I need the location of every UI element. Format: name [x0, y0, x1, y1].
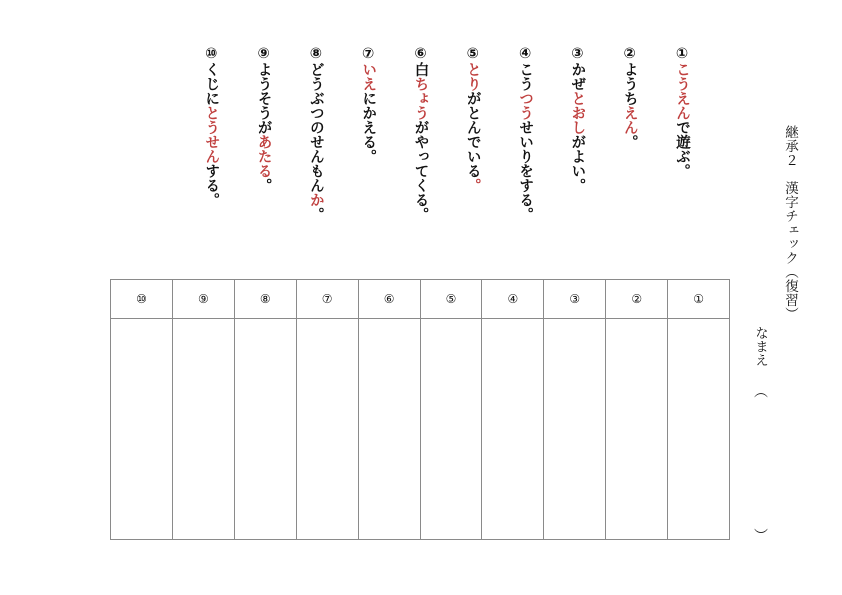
question-target-text: えん — [621, 105, 638, 135]
question-target-text: とおし — [569, 91, 586, 135]
question-text: ⑨ — [255, 46, 272, 62]
question-item — [200, 46, 218, 207]
answer-box[interactable] — [606, 319, 667, 539]
answer-box[interactable] — [235, 319, 296, 539]
question-text: ようち — [621, 62, 638, 106]
question-text: ⑧ — [307, 46, 324, 62]
question-text: する。 — [203, 163, 220, 207]
question-text: ⑥ — [412, 46, 429, 62]
answer-column-header: ⑩ — [111, 280, 172, 319]
question-text: がとんでいる — [464, 91, 481, 178]
answer-column — [297, 280, 359, 539]
question-target-text: ちょう — [412, 76, 429, 120]
question-text: かぜ — [569, 62, 586, 91]
answer-box[interactable] — [668, 319, 729, 539]
answer-column-header: ⑦ — [297, 280, 358, 319]
question-text: 。 — [621, 134, 638, 149]
answer-box[interactable] — [297, 319, 358, 539]
answer-column-header: ⑤ — [421, 280, 482, 319]
answer-box[interactable] — [421, 319, 482, 539]
answer-column — [111, 280, 173, 539]
question-item — [410, 46, 428, 222]
question-item — [305, 46, 323, 222]
page-title: 継承２ 漢字チェック（復習） — [782, 125, 798, 321]
question-target-text: とうせん — [203, 105, 220, 164]
question-text: がよい。 — [569, 134, 586, 193]
answer-box[interactable] — [544, 319, 605, 539]
question-item — [462, 46, 480, 193]
question-target-text: とり — [464, 62, 481, 91]
question-text: ⑦ — [360, 46, 377, 62]
question-text: ③ — [569, 46, 586, 62]
answer-box[interactable] — [173, 319, 234, 539]
answer-box[interactable] — [359, 319, 420, 539]
question-text: 。 — [307, 207, 324, 222]
answer-column-header: ⑧ — [235, 280, 296, 319]
question-text: どうぶつのせんもん — [307, 62, 324, 193]
question-text: ④ — [517, 46, 534, 62]
question-text: くじに — [203, 62, 220, 106]
answer-box[interactable] — [482, 319, 543, 539]
answer-column — [421, 280, 483, 539]
answer-column — [606, 280, 668, 539]
answer-column — [359, 280, 421, 539]
question-target-text: か — [307, 192, 324, 207]
question-text: 。 — [255, 178, 272, 193]
answer-column-header: ② — [606, 280, 667, 319]
question-item — [514, 46, 532, 222]
answer-box[interactable] — [111, 319, 172, 539]
answer-grid — [110, 279, 730, 540]
answer-column-header: ④ — [482, 280, 543, 319]
question-item — [671, 46, 689, 178]
question-target-text: あたる — [255, 134, 272, 178]
answer-column — [482, 280, 544, 539]
question-target-text: つう — [517, 91, 534, 120]
answer-column-header: ⑥ — [359, 280, 420, 319]
question-text: こう — [517, 62, 534, 91]
question-text: ② — [621, 46, 638, 62]
answer-column — [173, 280, 235, 539]
answer-column-header: ③ — [544, 280, 605, 319]
answer-column — [235, 280, 297, 539]
answer-column-header: ⑨ — [173, 280, 234, 319]
answer-column — [668, 280, 729, 539]
name-open-bracket: （ — [752, 384, 768, 398]
question-text: ようそうが — [255, 62, 272, 135]
question-target-text: こうえん — [674, 62, 690, 120]
question-item — [566, 46, 584, 193]
question-target-text: 。 — [464, 178, 481, 193]
question-item — [253, 46, 271, 193]
question-text: ⑤ — [464, 46, 481, 62]
question-text: がやってくる。 — [412, 120, 429, 222]
name-close-bracket: ） — [752, 528, 768, 542]
question-text: ⑩ — [203, 46, 220, 62]
question-item — [357, 46, 375, 164]
question-text: せいりをする。 — [517, 120, 534, 222]
name-label: なまえ — [752, 326, 768, 367]
question-text: 白 — [412, 62, 429, 77]
answer-column-header: ① — [668, 280, 729, 319]
question-item — [619, 46, 637, 149]
question-text: で遊ぶ。 — [674, 120, 690, 178]
question-target-text: いえ — [360, 62, 377, 91]
question-text: ① — [674, 46, 690, 62]
answer-column — [544, 280, 606, 539]
question-text: にかえる。 — [360, 91, 377, 164]
